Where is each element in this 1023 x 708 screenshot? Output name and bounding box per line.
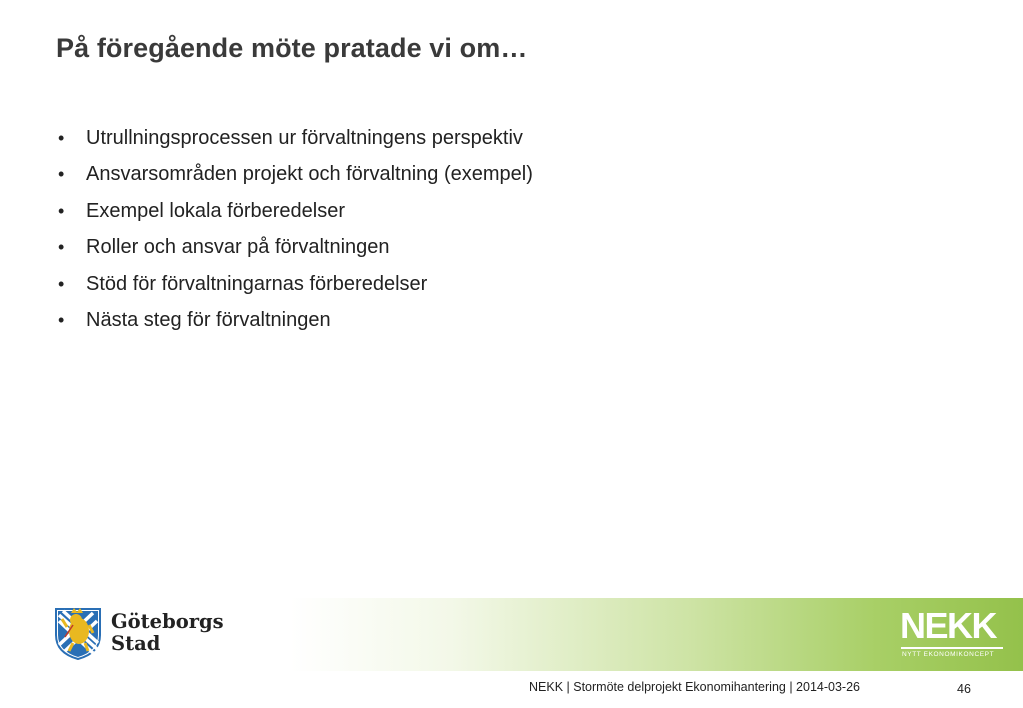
bullet-text: Roller och ansvar på förvaltningen	[86, 236, 390, 259]
gbg-wordmark-line1: Göteborgs	[111, 610, 224, 633]
bullet-marker: •	[58, 128, 65, 148]
bullet-text: Ansvarsområden projekt och förvaltning (exempel)	[86, 163, 533, 186]
bullet-text: Stöd för förvaltningarnas förberedelser	[86, 272, 428, 295]
nekk-tagline: NYTT EKONOMIKONCEPT	[902, 651, 995, 658]
bullet-item	[58, 160, 533, 196]
bullet-list	[58, 124, 533, 342]
gbg-wordmark-line2: Stad	[111, 632, 161, 655]
bullet-text: Exempel lokala förberedelser	[86, 199, 346, 222]
bullet-item	[58, 270, 533, 306]
bullet-item	[58, 124, 533, 160]
bullet-marker: •	[58, 273, 65, 294]
nekk-logo	[898, 607, 1006, 663]
bullet-item	[58, 306, 533, 342]
footer-text: NEKK | Stormöte delprojekt Ekonomihantering | 2014-03-26	[529, 680, 860, 694]
goteborgs-stad-logo	[53, 605, 233, 665]
bullet-text: Utrullningsprocessen ur förvaltningens perspektiv	[86, 127, 523, 149]
bullet-text: Nästa steg för förvaltningen	[86, 308, 331, 331]
bullet-marker: •	[58, 164, 65, 185]
bullet-item	[58, 197, 533, 233]
city-crest-icon	[53, 605, 103, 661]
nekk-wordmark: NEKK	[900, 605, 997, 646]
slide-title: På föregående möte pratade vi om…	[56, 33, 528, 63]
goteborgs-stad-wordmark	[111, 611, 224, 655]
nekk-divider	[901, 647, 1003, 649]
bullet-marker: •	[58, 200, 65, 221]
bullet-marker: •	[58, 309, 65, 330]
page-number: 46	[957, 682, 971, 696]
bullet-marker: •	[58, 237, 65, 258]
bullet-item	[58, 233, 533, 269]
